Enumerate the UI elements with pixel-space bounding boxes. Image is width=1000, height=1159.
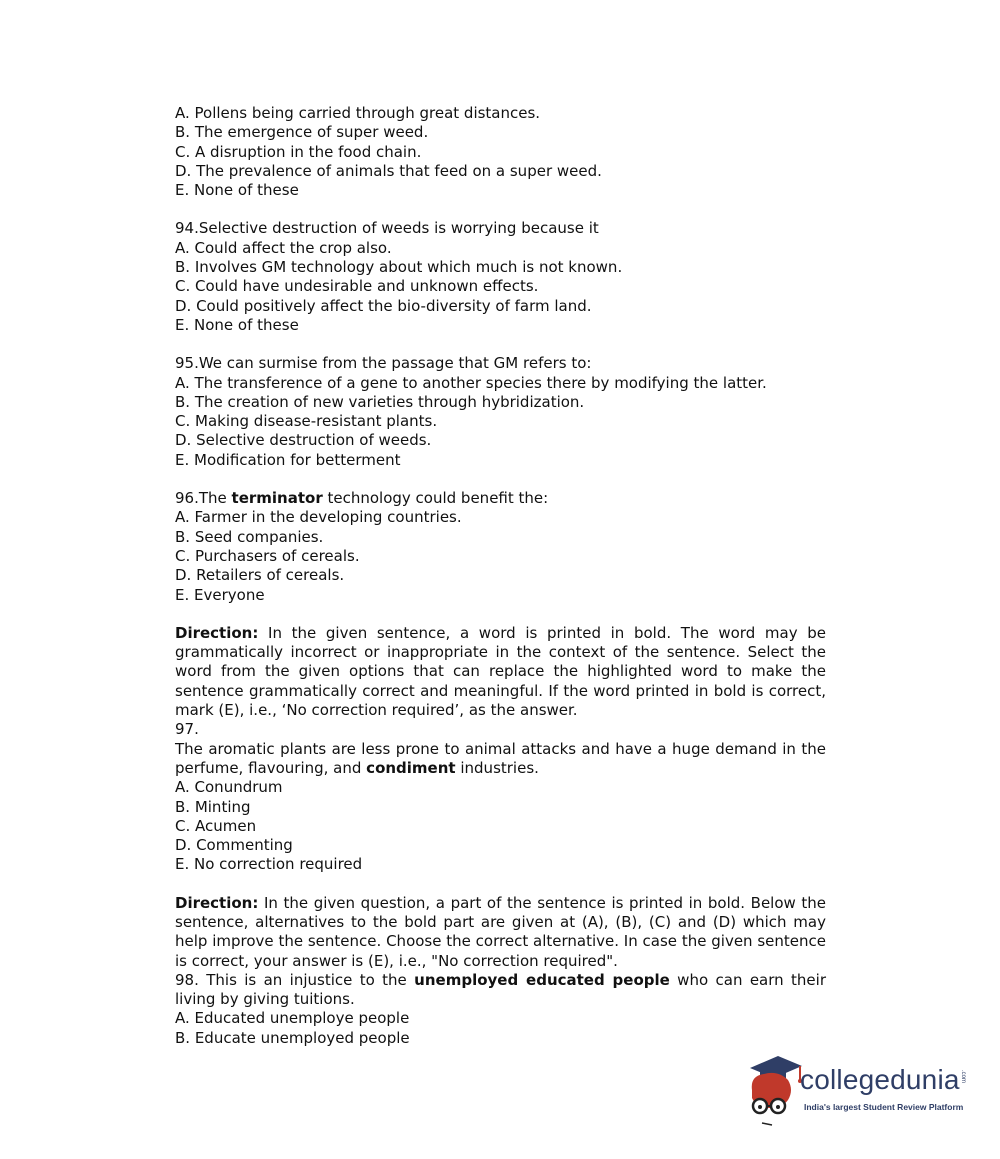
option: E. None of these	[175, 315, 299, 334]
option: B. Involves GM technology about which much is not known.	[175, 258, 623, 277]
option: E. Modification for betterment	[175, 450, 401, 469]
question-98	[175, 894, 826, 1048]
option: D. Retailers of cereals.	[175, 566, 345, 585]
logo-domain: .com	[960, 1070, 966, 1084]
option: D. The prevalence of animals that feed on a super weed.	[175, 161, 602, 180]
collegedunia-logo	[742, 1050, 972, 1130]
option: E. No correction required	[175, 855, 363, 874]
option: A. Pollens being carried through great distances.	[175, 104, 541, 122]
option: C. A disruption in the food chain.	[175, 142, 422, 161]
option: A. Farmer in the developing countries.	[175, 508, 462, 527]
option: C. Could have undesirable and unknown effects.	[175, 277, 539, 296]
option: C. Making disease-resistant plants.	[175, 412, 438, 431]
logo-wordmark: collegedunia	[800, 1064, 960, 1095]
option: A. Could affect the crop also.	[175, 238, 392, 257]
direction-text	[175, 624, 826, 720]
bold-word: terminator	[231, 489, 323, 508]
mascot-icon	[742, 1050, 802, 1130]
question-text: 94.Selective destruction of weeds is worrying because it	[175, 219, 599, 238]
question-text	[175, 971, 826, 1010]
option: A. The transference of a gene to another species there by modifying the latter.	[175, 373, 767, 392]
question-text	[175, 489, 826, 508]
bold-word: condiment	[366, 758, 456, 777]
question-text-pre: 96.The	[175, 489, 232, 508]
q93-options	[175, 104, 826, 200]
option: E. Everyone	[175, 585, 265, 604]
sentence-pre: The aromatic plants are less prone to animal attacks and have a huge demand in the perfume, flavouring, and	[175, 739, 826, 777]
option: B. Educate unemployed people	[175, 1028, 410, 1047]
question-97	[175, 624, 826, 875]
question-content	[175, 104, 826, 1048]
option: C. Acumen	[175, 816, 257, 835]
question-number: 97.	[175, 720, 199, 739]
option: B. Seed companies.	[175, 527, 324, 546]
option: E. None of these	[175, 181, 299, 200]
option: C. Purchasers of cereals.	[175, 546, 360, 565]
question-text-post: technology could benefit the:	[322, 489, 549, 508]
direction-label: Direction:	[175, 623, 259, 642]
option: D. Selective destruction of weeds.	[175, 431, 432, 450]
question-sentence	[175, 740, 826, 779]
question-text: 95.We can surmise from the passage that GM refers to:	[175, 354, 592, 373]
direction-text	[175, 894, 826, 971]
direction-body: In the given question, a part of the sentence is printed in bold. Below the sentence, alternatives to the bold part are given at (A), (B), (C) and (D) which may help improve the sentence. Choose the correct alternative. In case the given sentence is correct, your answer is (E), i.e., "No correction required".	[175, 893, 826, 970]
bold-phrase: unemployed educated people	[414, 970, 670, 989]
question-text-post: who can earn their living by giving tuitions.	[175, 970, 826, 1009]
question-94	[175, 219, 826, 335]
option: B. Minting	[175, 797, 251, 816]
logo-tagline: India's largest Student Review Platform	[804, 1102, 964, 1112]
option: A. Conundrum	[175, 778, 283, 797]
question-95	[175, 354, 826, 470]
option: B. The emergence of super weed.	[175, 123, 429, 142]
option: D. Could positively affect the bio-diversity of farm land.	[175, 296, 592, 315]
direction-body: In the given sentence, a word is printed in bold. The word may be grammatically incorrect or inappropriate in the context of the sentence. Select the word from the given options that can replace the highlighted word to make the sentence grammatically correct and meaningful. If the word printed in bold is correct, mark (E), i.e., ‘No correction required’, as the answer.	[175, 623, 826, 720]
question-text-pre: 98. This is an injustice to the	[175, 970, 415, 989]
option: A. Educated unemploye people	[175, 1009, 410, 1028]
option: B. The creation of new varieties through hybridization.	[175, 392, 585, 411]
option: D. Commenting	[175, 836, 293, 855]
direction-label: Direction:	[175, 893, 259, 912]
question-96	[175, 489, 826, 605]
sentence-post: industries.	[455, 758, 539, 777]
